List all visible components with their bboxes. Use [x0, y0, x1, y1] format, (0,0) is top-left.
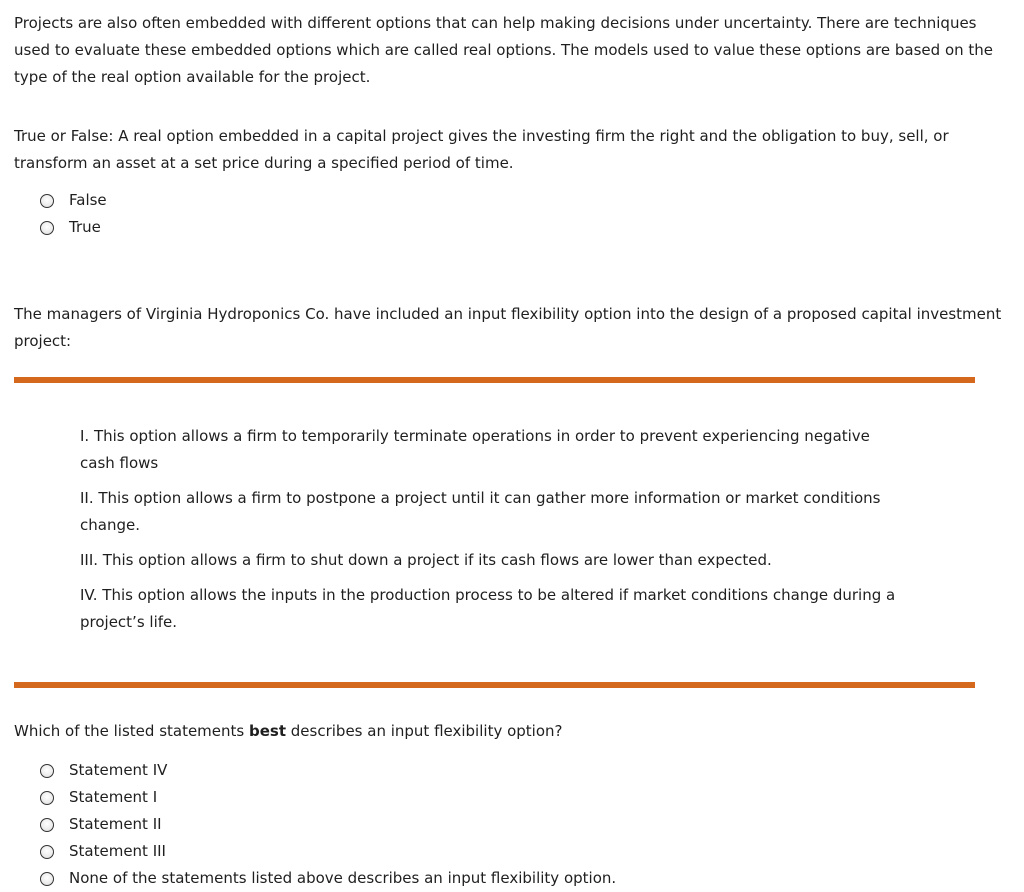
question1-options	[40, 187, 1004, 241]
statement-2: II. This option allows a firm to postpone a project until it can gather more information or market conditions change.	[80, 489, 881, 534]
question1-prompt: True or False: A real option embedded in a capital project gives the investing firm the right and the obligation to buy, sell, or transform an asset at a set price during a specified period of time.	[14, 127, 949, 172]
intro-paragraph: Projects are also often embedded with different options that can help making decisions under uncertainty. There are techniques used to evaluate these embedded options which are called real options. The models used to value these options are based on the type of the real option available for the project.	[14, 14, 994, 86]
option-label: Statement IV	[69, 761, 168, 779]
q3-option-statement-ii[interactable]	[40, 811, 1004, 838]
radio-button[interactable]	[40, 194, 54, 208]
question3-options	[40, 757, 1004, 892]
q1-option-false[interactable]	[40, 187, 1004, 214]
prompt-text-after: describes an input flexibility option?	[286, 722, 563, 740]
divider-top	[14, 377, 975, 383]
statement-1: I. This option allows a firm to temporarily terminate operations in order to prevent experiencing negative cash flows	[80, 427, 870, 472]
option-label: Statement II	[69, 815, 162, 833]
q3-option-statement-i[interactable]	[40, 784, 1004, 811]
option-label: Statement III	[69, 842, 166, 860]
option-label: Statement I	[69, 788, 158, 806]
radio-button[interactable]	[40, 845, 54, 859]
option-label: True	[69, 218, 101, 236]
q3-option-none[interactable]	[40, 865, 1004, 892]
radio-button[interactable]	[40, 764, 54, 778]
question2-prompt: The managers of Virginia Hydroponics Co. have included an input flexibility option into the design of a proposed capital investment project:	[14, 305, 1002, 350]
statement-4: IV. This option allows the inputs in the production process to be altered if market conditions change during a project’s life.	[80, 586, 896, 631]
statement-3: III. This option allows a firm to shut down a project if its cash flows are lower than expected.	[80, 551, 772, 569]
prompt-text-before: Which of the listed statements	[14, 722, 249, 740]
radio-button[interactable]	[40, 221, 54, 235]
prompt-emphasis: best	[249, 722, 287, 740]
question3-prompt	[14, 718, 1004, 745]
option-label: None of the statements listed above describes an input flexibility option.	[69, 869, 617, 887]
q1-option-true[interactable]	[40, 214, 1004, 241]
q3-option-statement-iv[interactable]	[40, 757, 1004, 784]
option-label: False	[69, 191, 107, 209]
q3-option-statement-iii[interactable]	[40, 838, 1004, 865]
radio-button[interactable]	[40, 872, 54, 886]
page-content	[14, 0, 1004, 892]
radio-button[interactable]	[40, 818, 54, 832]
radio-button[interactable]	[40, 791, 54, 805]
divider-bottom	[14, 682, 975, 688]
statements-list	[80, 423, 900, 636]
